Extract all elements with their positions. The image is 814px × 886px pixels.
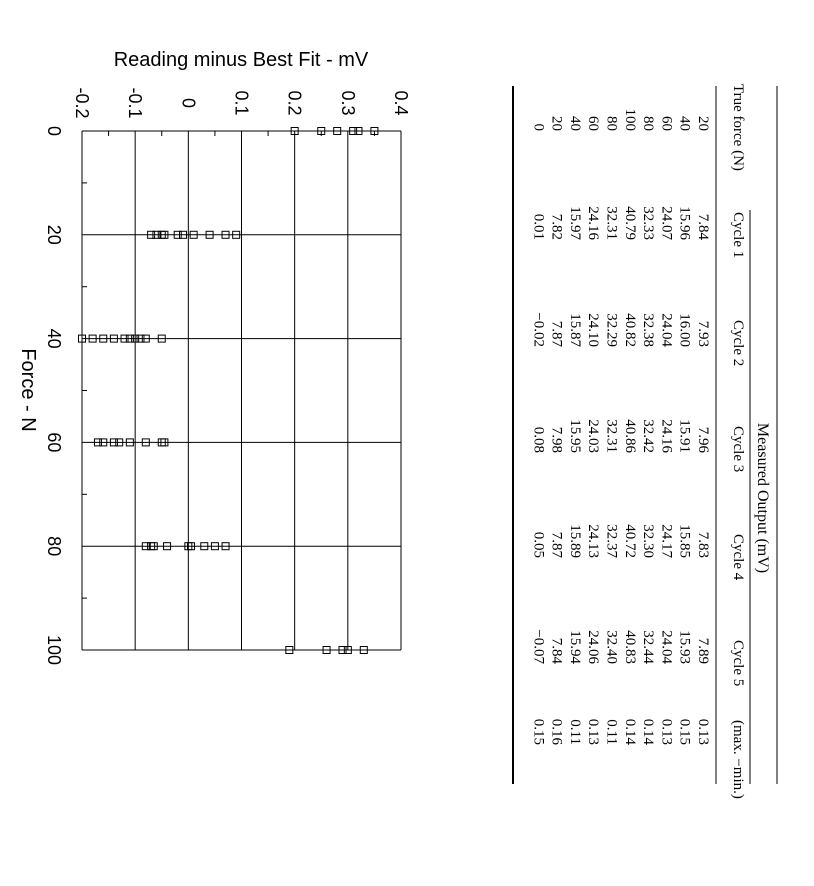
column-header: (max. −min.)	[730, 720, 746, 799]
table-cell: 15.91	[676, 419, 693, 453]
force-tick-label: 60	[44, 432, 64, 453]
force-tick-label: 20	[44, 224, 64, 245]
table-cell: 20	[695, 116, 711, 131]
table-cell: 32.30	[640, 524, 657, 558]
table-cell: 32.44	[640, 630, 657, 664]
table-cell: 40.86	[621, 419, 638, 453]
table-cell: 7.96	[695, 426, 711, 453]
table-cell: 0.01	[530, 213, 547, 240]
column-header: Cycle 1	[730, 212, 746, 259]
table-cell: 40.83	[621, 630, 638, 664]
measured-output-table	[513, 84, 777, 799]
table-cell: 0.08	[530, 426, 547, 453]
table-cell: 60	[658, 116, 675, 131]
table-cell: 15.95	[566, 419, 583, 453]
table-cell: 24.17	[658, 524, 675, 558]
column-header: Cycle 5	[730, 640, 746, 687]
table-cell: 24.16	[658, 419, 675, 453]
table-cell: 0.14	[621, 718, 638, 745]
residual-scatter-chart	[17, 49, 411, 665]
table-cell: 40.72	[621, 524, 638, 558]
force-tick-label: 0	[44, 125, 64, 137]
force-axis-title: Force - N	[17, 348, 39, 432]
table-cell: 40	[676, 116, 693, 131]
table-cell: 24.04	[658, 630, 675, 664]
table-cell: 15.87	[566, 313, 583, 347]
table-cell: 7.98	[548, 426, 565, 453]
table-cell: 0.05	[530, 531, 547, 558]
table-cell: 7.82	[548, 213, 565, 240]
table-cell: 32.29	[603, 313, 620, 347]
table-cell: 15.96	[676, 206, 693, 240]
table-cell: 32.33	[640, 206, 657, 240]
table-cell: 15.93	[676, 630, 693, 664]
column-header: True force (N)	[730, 84, 746, 171]
column-header: Cycle 2	[730, 320, 746, 367]
table-cell: 40	[566, 116, 583, 131]
table-cell: −0.02	[530, 312, 547, 347]
column-header: Cycle 4	[730, 534, 746, 581]
table-cell: 0.15	[530, 718, 547, 745]
table-cell: 24.13	[585, 524, 602, 558]
table-cell: 0.16	[548, 718, 565, 745]
table-cell: 0.14	[640, 718, 657, 745]
group-header: Measured Output (mV)	[754, 422, 771, 574]
table-cells	[530, 84, 746, 799]
table-cell: 7.93	[695, 320, 711, 347]
value-tick-labels	[72, 87, 411, 118]
table-cell: 7.87	[548, 531, 565, 558]
table-cell: 0.13	[658, 718, 675, 745]
table-cell: 40.82	[621, 313, 638, 347]
table-cell: 20	[548, 116, 565, 131]
table-cell: 15.94	[566, 630, 583, 664]
table-cell: 7.84	[548, 637, 565, 664]
table-cell: 0.11	[603, 719, 620, 745]
table-cell: 80	[640, 116, 657, 131]
value-tick-label: 0.3	[337, 90, 358, 116]
table-cell: 0.15	[676, 718, 693, 745]
table-cell: 32.31	[603, 206, 620, 240]
value-tick-label: -0.1	[125, 87, 146, 119]
table-cell: 7.84	[695, 213, 711, 240]
column-header: Cycle 3	[730, 426, 746, 473]
force-tick-label: 80	[44, 536, 64, 557]
table-cell: 24.04	[658, 313, 675, 347]
value-tick-label: 0.1	[231, 90, 252, 116]
table-cell: 32.38	[640, 313, 657, 347]
table-cell: 24.07	[658, 206, 675, 240]
table-cell: 24.03	[585, 419, 602, 453]
table-cell: 32.37	[603, 524, 620, 558]
force-tick-label: 40	[44, 328, 64, 349]
table-cell: 32.40	[603, 630, 620, 664]
table-cell: 80	[603, 116, 620, 131]
table-cell: 7.87	[548, 320, 565, 347]
force-tick-label: 100	[44, 634, 64, 666]
table-cell: 24.06	[585, 630, 602, 664]
table-cell: 24.16	[585, 206, 602, 240]
table-cell: 15.97	[566, 206, 583, 240]
table-cell: 32.42	[640, 419, 657, 453]
table-cell: 40.79	[621, 206, 638, 240]
table-cell: 0	[530, 123, 547, 131]
table-cell: 7.89	[695, 637, 711, 664]
table-cell: 32.31	[603, 419, 620, 453]
table-cell: 0.11	[566, 719, 583, 745]
value-tick-label: 0.2	[284, 90, 305, 116]
table-cell: 24.10	[585, 313, 602, 347]
table-cell: −0.07	[530, 629, 547, 664]
table-cell: 15.89	[566, 524, 583, 558]
table-cell: 0.13	[585, 718, 602, 745]
table-cell: 15.85	[676, 524, 693, 558]
table-cell: 7.83	[695, 531, 711, 558]
value-tick-label: -0.2	[72, 87, 92, 119]
value-axis-title: Reading minus Best Fit - mV	[113, 49, 369, 71]
table-cell: 60	[585, 116, 602, 131]
table-cell: 0.13	[695, 718, 711, 745]
table-cell: 100	[621, 108, 638, 131]
value-tick-label: 0	[178, 97, 199, 109]
force-tick-labels	[44, 126, 64, 665]
table-cell: 16.00	[676, 313, 693, 347]
value-tick-label: 0.4	[391, 90, 411, 116]
